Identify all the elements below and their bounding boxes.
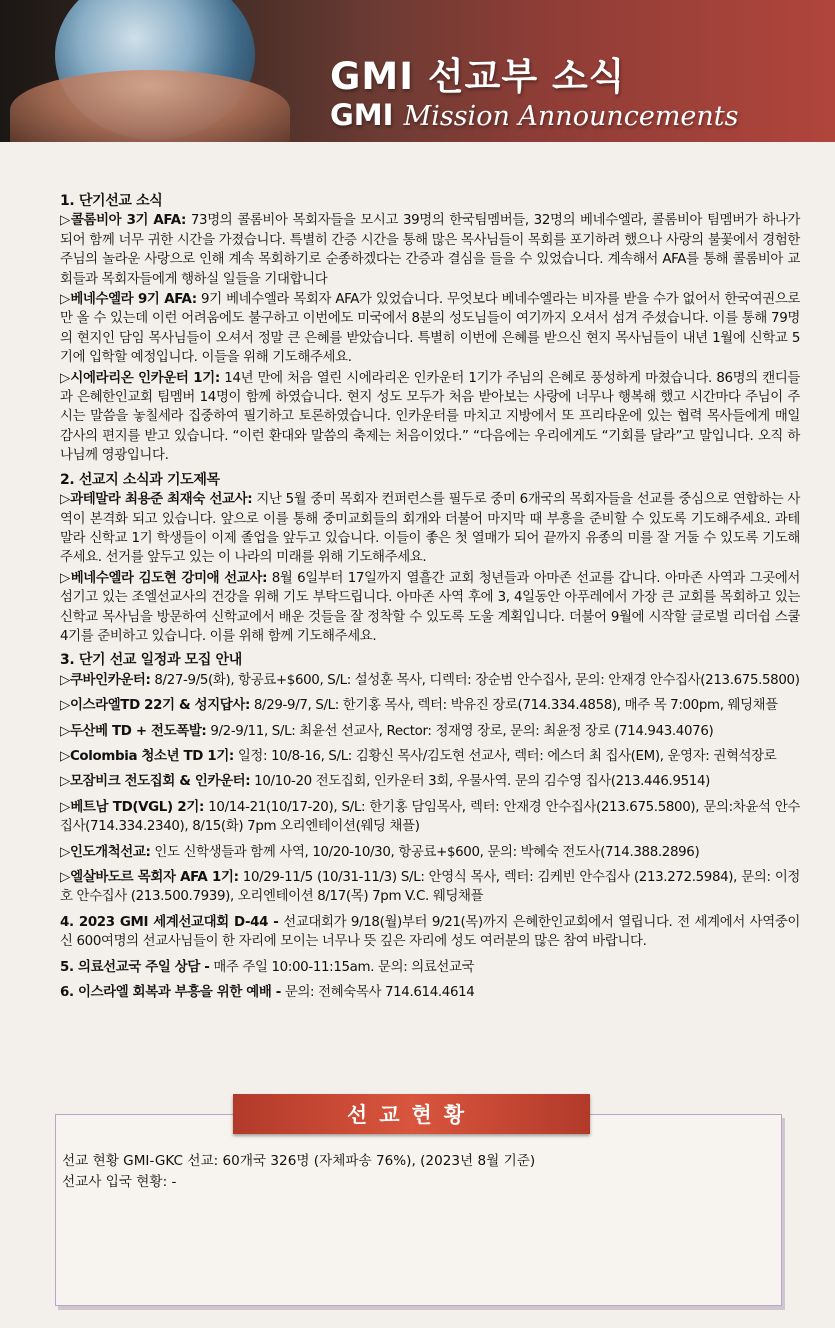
section-heading-schedule: 3. 단기 선교 일정과 모집 안내 (60, 652, 242, 669)
item-text: 8/29-9/7, S/L: 한기홍 목사, 렉터: 박유진 장로(714.334.4858), 매주 목 7:00pm, 웨딩채플 (249, 698, 778, 714)
hands-image (10, 70, 290, 142)
missionary-arrival-line: 선교사 입국 현황: - (62, 1174, 177, 1190)
section-world-mission-conference (60, 913, 800, 952)
item-label: ▷베트남 TD(VGL) 2기: (60, 799, 204, 815)
item-label: ▷콜롬비아 3기 AFA: (60, 213, 186, 229)
item-label: ▷엘살바도르 목회자 AFA 1기: (60, 870, 239, 885)
section-heading-field-news: 2. 선교지 소식과 기도제목 (60, 471, 220, 488)
item-label: ▷시에라리온 인카운터 1기: (60, 370, 220, 386)
mission-status-text (62, 1151, 535, 1193)
item-label: ▷모잠비크 전도집회 & 인카운터: (60, 774, 251, 790)
item-text: 문의: 전혜숙목사 714.614.4614 (280, 985, 475, 1001)
item-sierra-leone (60, 369, 800, 466)
item-label: ▷베네수엘라 김도현 강미애 선교사: (60, 570, 268, 586)
item-text: 선교대회가 9/18(월)부터 9/21(목)까지 은혜한인교회에서 열립니다. 전 세계에서 사역중이신 600여명의 선교사님들이 한 자리에 모이는 너무나 뜻 깊은 자리에 성도 여러분의 많은 참여 바랍니다. (60, 914, 800, 950)
mission-status-line: 선교 현황 GMI-GKC 선교: 60개국 326명 (자체파송 76%), (2023년 8월 기준) (62, 1153, 536, 1169)
item-text: 인도 신학생들과 함께 사역, 10/20-10/30, 항공료+$600, 문의: 박혜숙 전도사(714.388.2896) (150, 844, 700, 860)
schedule-israel (60, 696, 800, 715)
page-title-english (330, 98, 739, 132)
schedule-cuba (60, 671, 800, 690)
mission-status-box (55, 1114, 782, 1306)
item-label: ▷과테말라 최용준 최재숙 선교사: (60, 492, 253, 508)
item-label: 4. 2023 GMI 세계선교대회 D-44 - (60, 914, 279, 930)
item-text: 10/29-11/5 (10/31-11/3) S/L: 안영식 목사, 렉터: 김케빈 안수집사 (213.272.5984), 문의: 이정호 안수집사 (213.500.7939), 오리엔테이션 8/17(목) 7pm V.C. 웨딩채플 (60, 870, 800, 905)
schedule-vietnam (60, 798, 800, 837)
item-label: 5. 의료선교국 주일 상담 - (60, 959, 210, 975)
item-text: 8/27-9/5(화), 항공료+$600, S/L: 설성훈 목사, 디렉터: 장순범 안수집사, 문의: 안재경 안수집사(213.675.5800) (150, 672, 800, 688)
item-label: ▷베네수엘라 9기 AFA: (60, 292, 197, 308)
page-title-korean: GMI 선교부 소식 (330, 55, 626, 98)
item-guatemala (60, 490, 800, 568)
item-text: 73명의 콜롬비아 목회자들을 모시고 39명의 한국팀멤버들, 32명의 베네수엘라, 콜롬비아 팀멤버가 하나가 되어 함께 너무 귀한 시간을 가졌습니다. 특별히 간증 시간을 통해 많은 목사님들이 목회를 포기하려 했으나 사랑의 불꽃에서 경험한 주님의 놀라운 사랑으로 인해 계속 목회하기로 순종하겠다는 간증과 결심을 들을 수 있었습니다. 계속해서 AFA를 통해 콜롬비아 교회들과 목회자들에게 행하실 일들을 기대합니다 (60, 213, 800, 287)
schedule-colombia-youth (60, 747, 800, 766)
item-text: 9/2-9/11, S/L: 최윤선 선교사, Rector: 정재영 장로, 문의: 최윤정 장로 (714.943.4076) (206, 723, 714, 739)
item-text: 10/10-20 전도집회, 인카운터 3회, 우물사역. 문의 김수영 집사(213.446.9514) (250, 774, 711, 790)
header-banner (0, 0, 835, 142)
schedule-dushanbe (60, 722, 800, 741)
item-text: 매주 주일 10:00-11:15am. 문의: 의료선교국 (209, 959, 475, 975)
item-text: 9기 베네수엘라 목회자 AFA가 있었습니다. 무엇보다 베네수엘라는 비자를 받을 수가 없어서 한국여권으로만 올 수 있는데 이런 어려움에도 불구하고 이번에도 미국에서 8분의 성도님들이 여기까지 오셔서 섬겨 주셨습니다. 이를 통해 79명의 현지인 담임 목사님들이 오셔서 정말 큰 은혜를 받았습니다. 특별히 이번에 은혜를 받으신 현지 목사님들이 내년 1월에 신학교 5기에 입학할 예정입니다. 이들을 위해 기도해주세요. (60, 292, 800, 366)
item-label: 6. 이스라엘 회복과 부흥을 위한 예배 - (60, 985, 281, 1001)
item-label: ▷두산베 TD + 전도폭발: (60, 723, 207, 739)
title-en-prefix: GMI (330, 98, 394, 132)
section-heading-short-term: 1. 단기선교 소식 (60, 193, 163, 209)
item-label: ▷쿠바인카운터: (60, 672, 151, 688)
item-venezuela-afa (60, 290, 800, 368)
item-text: 지난 5월 중미 목회자 컨퍼런스를 필두로 중미 6개국의 목회자들을 선교를 중심으로 연합하는 사역이 본격화 되고 있습니다. 앞으로 이를 통해 중미교회들의 회개와 더불어 마지막 때 부흥을 준비할 수 있도록 기도해주세요. 과테말라 신학교 1기 학생들이 이제 졸업을 앞두고 있습니다. 이들이 좋은 첫 열매가 되어 끝까지 유종의 미를 잘 거둘 수 있도록 기도해 주세요. 선거를 앞두고 있는 이 나라의 미래를 위해 기도해주세요. (60, 492, 800, 566)
section-israel-worship (60, 983, 800, 1002)
item-venezuela-missionary (60, 569, 800, 647)
section-medical-mission (60, 958, 800, 977)
schedule-el-salvador (60, 868, 800, 907)
title-en-script: Mission Announcements (403, 101, 739, 132)
item-label: ▷인도개척선교: (60, 844, 151, 860)
item-label: ▷이스라엘TD 22기 & 성지답사: (60, 698, 250, 714)
announcements-body (60, 192, 800, 1008)
schedule-india (60, 843, 800, 862)
item-text: 일정: 10/8-16, S/L: 김황신 목사/김도현 선교사, 렉터: 에스더 최 집사(EM), 운영자: 권혁석장로 (233, 748, 777, 764)
item-label: ▷Colombia 청소년 TD 1기: (60, 748, 234, 764)
item-text: 8월 6일부터 17일까지 열흘간 교회 청년들과 아마존 선교를 갑니다. 아마존 사역과 그곳에서 섬기고 있는 조엘선교사의 건강을 위해 기도 부탁드립니다. 아마존 사역 후에 3, 4일동안 아푸레에서 가장 큰 교회를 목회하고 있는 신학교 목사님을 방문하여 신학교에서 배운 것들을 잘 정착할 수 있도록 도울 계획입니다. 더불어 9월에 시작할 글로벌 리더쉽 스쿨 4기를 준비하고 있습니다. 이를 위해 함께 기도해주세요. (60, 570, 800, 644)
item-text: 10/14-21(10/17-20), S/L: 한기홍 담임목사, 렉터: 안재경 안수집사(213.675.5800), 문의:차윤석 안수집사(714.334.2340), 8/15(화) 7pm 오리엔테이션(웨딩 채플) (60, 799, 800, 835)
schedule-mozambique (60, 772, 800, 791)
mission-status-banner: 선교현황 (233, 1094, 590, 1134)
item-colombia-afa (60, 211, 800, 289)
item-text: 14년 만에 처음 열린 시에라리온 인카운터 1기가 주님의 은혜로 풍성하게 마쳤습니다. 86명의 캔디들과 은혜한인교회 팀멤버 14명이 함께 하였습니다. 현지 성도 모두가 처음 받아보는 사랑에 너무나 행복해 했고 시간마다 주님이 주시는 말씀을 놓칠세라 집중하여 필기하고 토론하였습니다. 인카운터를 마치고 지방에서 또 프리타운에 있는 협력 목사들에게 매일 감사의 편지를 받고 있습니다. “이런 환대와 말씀의 축제는 처음이었다.” “다음에는 우리에게도 “기회를 달라”고 말입니다. 오직 하나님께 영광입니다. (60, 370, 801, 464)
